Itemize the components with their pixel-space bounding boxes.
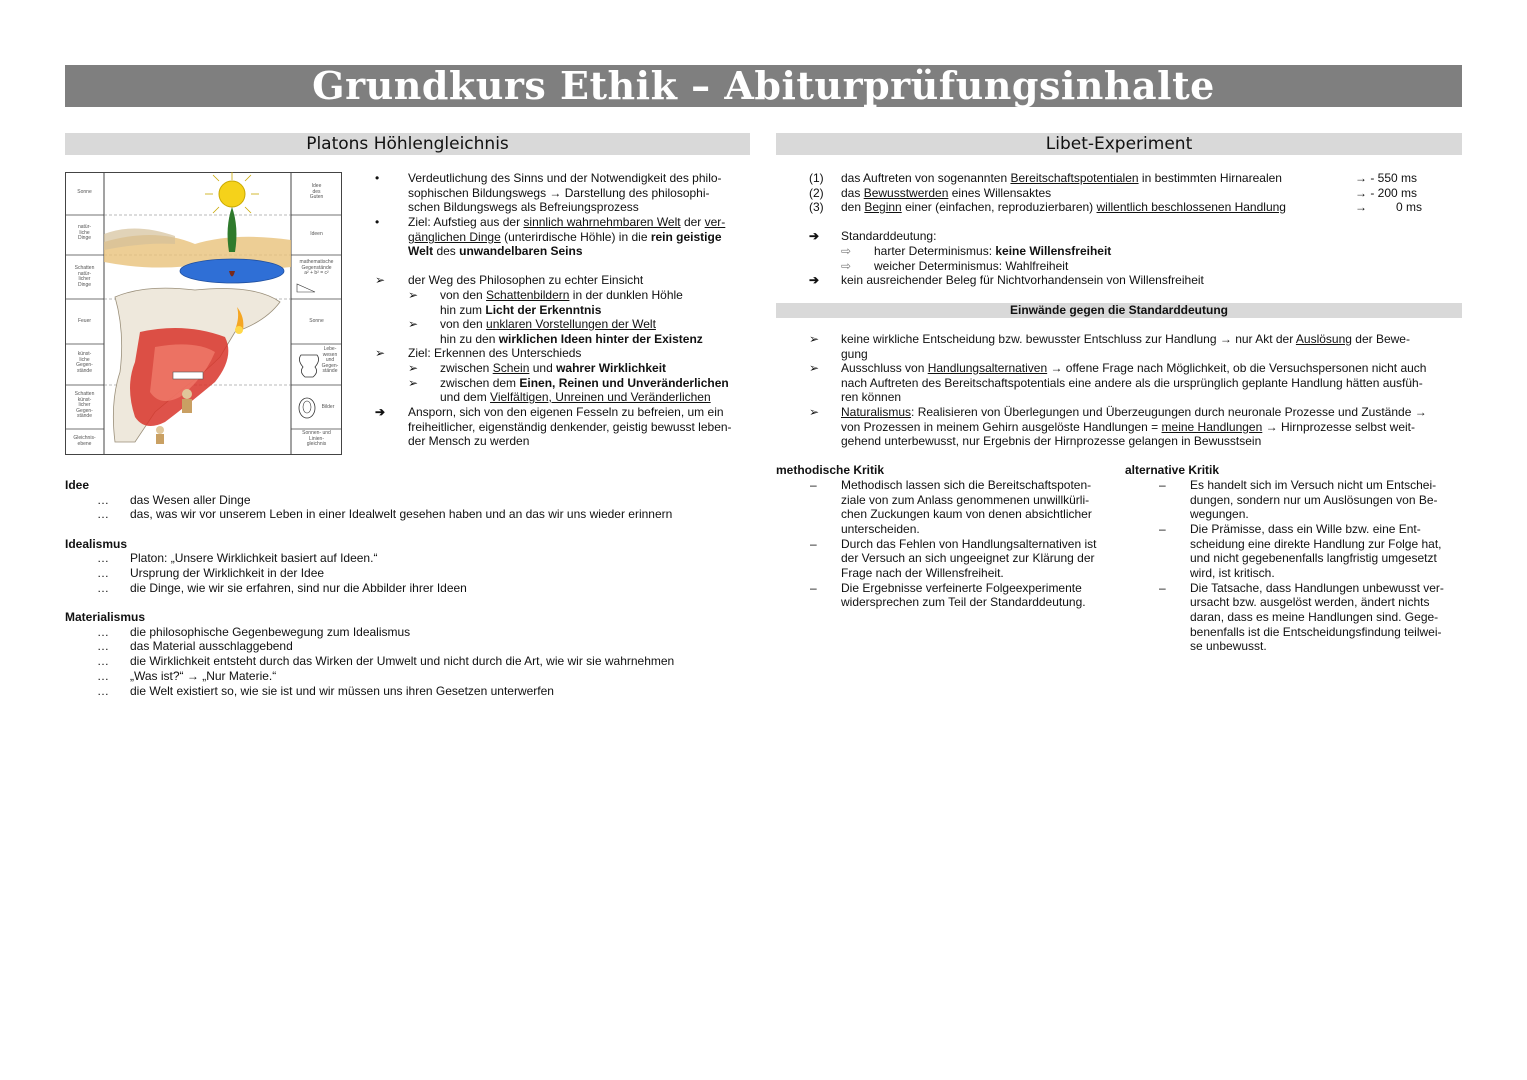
ellipsis-marker: … <box>97 507 109 521</box>
text-line: Durch das Fehlen von Handlungsalternativen ist <box>841 537 1097 551</box>
text-line: se unbewusst. <box>1190 639 1267 653</box>
text-line: von Prozessen in meinem Gehirn ausgelöste Handlungen = meine Handlungen → Hirnprozesse selbst weit- <box>841 420 1415 434</box>
figure-label-left: natür- liche Dinge <box>77 224 92 241</box>
list-item: das Wesen aller Dinge <box>130 493 251 507</box>
dash-marker: – <box>1159 522 1166 536</box>
text-line: und dem Vielfältigen, Unreinen und Veränderlichen <box>440 390 711 404</box>
step-text: das Auftreten von sogenannten Bereitschaftspotentialen in bestimmten Hirnarealen <box>841 171 1282 185</box>
text-line: gänglichen Dinge (unterirdische Höhle) in die rein geistige <box>408 230 722 244</box>
text-line: von den Schattenbildern in der dunklen Höhle <box>440 288 683 302</box>
step-text: den Beginn einer (einfachen, reproduzierbaren) willentlich beschlossenen Handlung <box>841 200 1286 214</box>
sub-arrow-marker: ⇨ <box>841 244 852 258</box>
figure-label-left: künst- liche Gegen- stände <box>76 351 93 374</box>
text-line: Standarddeutung: <box>841 229 937 243</box>
ellipsis-marker: … <box>97 551 109 565</box>
text-line: Methodisch lassen sich die Bereitschaftspoten- <box>841 478 1092 492</box>
text-line: weicher Determinismus: Wahlfreiheit <box>874 259 1069 273</box>
text-line: von den unklaren Vorstellungen der Welt <box>440 317 656 331</box>
arrow-bullet-marker: ➢ <box>809 332 820 346</box>
step-number: (2) <box>809 186 824 200</box>
bold-arrow-marker: ➔ <box>375 405 386 419</box>
bullet-marker: • <box>375 215 380 229</box>
arrow-bullet-marker: ➢ <box>408 317 419 331</box>
arrow-bullet-marker: ➢ <box>375 346 386 360</box>
list-item: Ursprung der Wirklichkeit in der Idee <box>130 566 325 580</box>
dash-marker: – <box>810 537 817 551</box>
arrow-bullet-marker: ➢ <box>408 288 419 302</box>
text-line: wegungen. <box>1190 507 1249 521</box>
text-line: wird, ist kritisch. <box>1190 566 1275 580</box>
glossary-term-materialismus: Materialismus <box>65 610 146 624</box>
text-line: Ziel: Erkennen des Unterschieds <box>408 346 582 360</box>
text-line: scheidung eine direkte Handlung zur Folge hat, <box>1190 537 1442 551</box>
dash-marker: – <box>1159 581 1166 595</box>
text-line: der Versuch an sich ungeeignet zur Klärung der <box>841 551 1095 565</box>
figure-label-left: Gleichnis- ebene <box>73 435 96 447</box>
ellipsis-marker: … <box>97 639 109 653</box>
glossary-term-idealismus: Idealismus <box>65 537 128 551</box>
text-line: hin zu den wirklichen Ideen hinter der Existenz <box>440 332 703 346</box>
text-line: Ansporn, sich von den eigenen Fesseln zu befreien, um ein <box>408 405 724 419</box>
text-line: Frage nach der Willensfreiheit. <box>841 566 1004 580</box>
list-item: das, was wir vor unserem Leben in einer Idealwelt gesehen haben und an das wir uns wieder erinnern <box>130 507 673 521</box>
dash-marker: – <box>1159 478 1166 492</box>
figure-label-left: Schatten natür- licher Dinge <box>74 265 95 288</box>
text-line: Es handelt sich im Versuch nicht um Entschei- <box>1190 478 1437 492</box>
bold-arrow-marker: ➔ <box>809 229 820 243</box>
figure-label-right: Sonne <box>309 318 324 324</box>
text-line: chen Zuckungen kaum von denen absichtlicher <box>841 507 1092 521</box>
text-line: harter Determinismus: keine Willensfreiheit <box>874 244 1112 258</box>
text-line: gung <box>841 347 868 361</box>
figure-label-right: Ideen <box>310 231 323 237</box>
bold-arrow-marker: ➔ <box>809 273 820 287</box>
text-line: Die Prämisse, dass ein Wille bzw. eine Ent- <box>1190 522 1421 536</box>
ellipsis-marker: … <box>97 581 109 595</box>
text-line: widersprechen zum Teil der Standarddeutung. <box>841 595 1086 609</box>
text-line: sophischen Bildungswegs → Darstellung des philosophi- <box>408 186 710 200</box>
figure-label-right: mathematische Gegenstände a² + b² = c² <box>299 259 334 276</box>
list-item: „Was ist?“ → „Nur Materie.“ <box>130 669 277 683</box>
text-line: der Weg des Philosophen zu echter Einsicht <box>408 273 644 287</box>
text-line: hin zum Licht der Erkenntnis <box>440 303 602 317</box>
objections-heading: Einwände gegen die Standarddeutung <box>776 303 1462 318</box>
sub-arrow-marker: ⇨ <box>841 259 852 273</box>
text-line: gehend unterbewusst, nur Ergebnis der Hirnprozesse gelangen in Bewusstsein <box>841 434 1262 448</box>
list-item: die philosophische Gegenbewegung zum Idealismus <box>130 625 411 639</box>
text-line: dungen, sondern nur um Auslösungen von Be- <box>1190 493 1438 507</box>
text-line: daran, dass es meine Handlungen sind. Gege- <box>1190 610 1439 624</box>
ellipsis-marker: … <box>97 493 109 507</box>
figure-label-right: Lebe- wesen und Gegen- stände <box>321 346 339 374</box>
step-number: (1) <box>809 171 824 185</box>
arrow-bullet-marker: ➢ <box>375 273 386 287</box>
text-line: Welt des unwandelbaren Seins <box>408 244 583 258</box>
list-item: das Material ausschlaggebend <box>130 639 293 653</box>
step-time: → - 550 ms <box>1355 171 1418 185</box>
text-line: Ausschluss von Handlungsalternativen → offene Frage nach Möglichkeit, ob die Versuchspersonen nicht auch <box>841 361 1427 375</box>
text-line: und nicht gegebenenfalls langfristig umgesetzt <box>1190 551 1437 565</box>
text-line: der Mensch zu werden <box>408 434 530 448</box>
text-line: kein ausreichender Beleg für Nichtvorhandensein von Willensfreiheit <box>841 273 1204 287</box>
figure-label-right: Sonnen- und Linien- gleichnis <box>302 430 331 447</box>
step-text: das Bewusstwerden eines Willensaktes <box>841 186 1052 200</box>
step-time: → - 200 ms <box>1355 186 1418 200</box>
ellipsis-marker: … <box>97 625 109 639</box>
plato-heading: Platons Höhlengleichnis <box>65 133 750 155</box>
ellipsis-marker: … <box>97 566 109 580</box>
text-line: Die Tatsache, dass Handlungen unbewusst ver- <box>1190 581 1444 595</box>
text-line: unterscheiden. <box>841 522 920 536</box>
alt-critique-title: alternative Kritik <box>1125 463 1220 477</box>
text-line: ziale von zum Anlass genommenen unwillkürli- <box>841 493 1090 507</box>
dash-marker: – <box>810 478 817 492</box>
ellipsis-marker: … <box>97 669 109 683</box>
step-time: 0 ms <box>1396 200 1423 214</box>
list-item: die Dinge, wie wir sie erfahren, sind nur die Abbilder ihrer Ideen <box>130 581 467 595</box>
glossary-term-idee: Idee <box>65 478 90 492</box>
figure-label-left: Sonne <box>77 189 92 195</box>
figure-label-right: Idee des Guten <box>309 183 324 200</box>
arrow-bullet-marker: ➢ <box>408 361 419 375</box>
arrow-bullet-marker: ➢ <box>809 361 820 375</box>
ellipsis-marker: … <box>97 684 109 698</box>
figure-label-left: Feuer <box>77 318 92 324</box>
page-title: Grundkurs Ethik – Abiturprüfungsinhalte <box>65 65 1462 107</box>
list-item: Platon: „Unsere Wirklichkeit basiert auf Ideen.“ <box>130 551 378 565</box>
cave-allegory-figure <box>65 172 342 455</box>
figure-label-right: Bilder <box>321 404 335 410</box>
list-item: die Welt existiert so, wie sie ist und wir müssen uns ihren Gesetzen unterwerfen <box>130 684 554 698</box>
bullet-marker: • <box>375 171 380 185</box>
text-line: Verdeutlichung des Sinns und der Notwendigkeit des philo- <box>408 171 722 185</box>
text-line: ursacht bzw. ausgelöst werden, ändert nichts <box>1190 595 1430 609</box>
text-line: Die Ergebnisse verfeinerte Folgeexperimente <box>841 581 1082 595</box>
arrow-bullet-marker: ➢ <box>408 376 419 390</box>
text-line: ren können <box>841 390 902 404</box>
text-line: zwischen Schein und wahrer Wirklichkeit <box>440 361 667 375</box>
text-line: freiheitlicher, eigenständig denkender, geistig bewusst leben- <box>408 420 732 434</box>
cave-illustration <box>65 172 342 455</box>
text-line: zwischen dem Einen, Reinen und Unveränderlichen <box>440 376 729 390</box>
text-line: nach Auftreten des Bereitschaftspotentials eine andere als die ursprünglich geplante Handlung hätten ausfüh- <box>841 376 1423 390</box>
step-number: (3) <box>809 200 824 214</box>
dash-marker: – <box>810 581 817 595</box>
arrow-bullet-marker: ➢ <box>809 405 820 419</box>
list-item: die Wirklichkeit entsteht durch das Wirken der Umwelt und nicht durch die Art, wie wir sie wahrnehmen <box>130 654 675 668</box>
libet-heading: Libet-Experiment <box>776 133 1462 155</box>
text-line: benenfalls ist die Entscheidungsfindung teilwei- <box>1190 625 1442 639</box>
text-line: Naturalismus: Realisieren von Überlegungen und Überzeugungen durch neuronale Prozesse und Zustände → <box>841 405 1427 419</box>
text-line: schen Bildungswegs als Befreiungsprozess <box>408 200 639 214</box>
ellipsis-marker: … <box>97 654 109 668</box>
text-line: keine wirkliche Entscheidung bzw. bewusster Entschluss zur Handlung → nur Akt der Auslösung der Bewe- <box>841 332 1410 346</box>
method-critique-title: methodische Kritik <box>776 463 885 477</box>
step-time-arrow: → <box>1355 200 1367 214</box>
text-line: Ziel: Aufstieg aus der sinnlich wahrnehmbaren Welt der ver- <box>408 215 726 229</box>
figure-label-left: Schatten künst- licher Gegen- stände <box>74 391 95 419</box>
